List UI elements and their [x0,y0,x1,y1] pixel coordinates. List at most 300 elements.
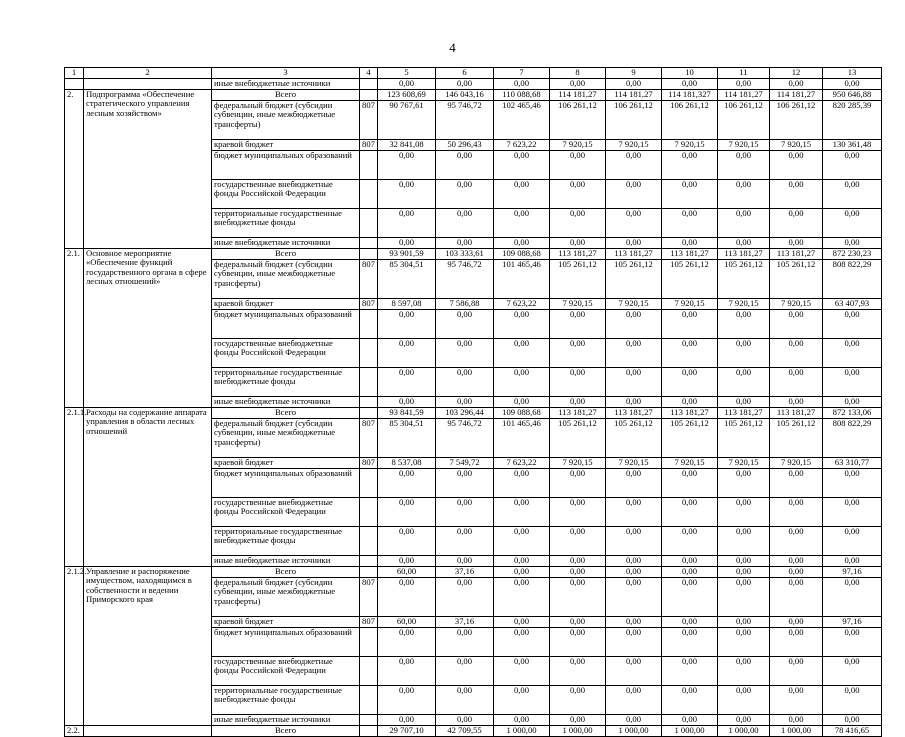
amount-cell: 7 623,22 [494,299,550,310]
amount-cell: 0,00 [770,657,823,686]
amount-cell: 0,00 [436,180,494,209]
amount-cell: 0,00 [494,368,550,397]
funding-source: Всего [212,90,360,101]
amount-cell: 0,00 [718,397,770,408]
funding-source: Всего [212,726,360,737]
amount-cell: 0,00 [494,715,550,726]
column-header: 4 [360,68,378,79]
amount-cell: 0,00 [436,715,494,726]
budget-code [360,339,378,368]
budget-code [360,151,378,180]
amount-cell: 0,00 [494,556,550,567]
budget-code [360,180,378,209]
amount-cell: 0,00 [378,397,436,408]
amount-cell: 0,00 [550,339,606,368]
amount-cell: 0,00 [770,238,823,249]
amount-cell: 0,00 [606,238,662,249]
amount-cell: 0,00 [662,578,718,617]
column-header: 10 [662,68,718,79]
amount-cell: 85 304,51 [378,260,436,299]
amount-cell: 37,16 [436,567,494,578]
funding-source: краевой бюджет [212,458,360,469]
amount-cell: 7 920,15 [662,140,718,151]
amount-cell: 0,00 [436,657,494,686]
table-row [65,79,882,90]
amount-cell: 97,16 [823,617,882,628]
amount-cell: 114 181,327 [662,90,718,101]
amount-cell: 0,00 [494,657,550,686]
funding-source: иные внебюджетные источники [212,79,360,90]
amount-cell: 0,00 [550,397,606,408]
funding-source: Всего [212,567,360,578]
amount-cell: 7 920,15 [550,140,606,151]
funding-source: иные внебюджетные источники [212,556,360,567]
amount-cell: 0,00 [550,617,606,628]
budget-code [360,469,378,498]
budget-code: 807 [360,419,378,458]
amount-cell: 7 549,72 [436,458,494,469]
table-row [65,90,882,101]
amount-cell: 106 261,12 [718,101,770,140]
amount-cell: 0,00 [550,657,606,686]
amount-cell: 0,00 [436,209,494,238]
amount-cell: 0,00 [718,657,770,686]
amount-cell: 97,16 [823,567,882,578]
amount-cell: 113 181,27 [550,249,606,260]
amount-cell: 0,00 [662,469,718,498]
amount-cell: 32 841,08 [378,140,436,151]
column-header: 11 [718,68,770,79]
amount-cell: 0,00 [718,79,770,90]
amount-cell: 0,00 [662,617,718,628]
amount-cell: 7 920,15 [606,140,662,151]
amount-cell: 1 000,00 [662,726,718,737]
amount-cell: 0,00 [662,368,718,397]
amount-cell: 0,00 [606,209,662,238]
column-header: 7 [494,68,550,79]
amount-cell: 0,00 [718,628,770,657]
amount-cell: 114 181,27 [550,90,606,101]
funding-source: иные внебюджетные источники [212,397,360,408]
amount-cell: 113 181,27 [662,249,718,260]
amount-cell: 0,00 [606,339,662,368]
amount-cell: 808 822,29 [823,419,882,458]
amount-cell: 0,00 [550,469,606,498]
amount-cell: 146 043,16 [436,90,494,101]
amount-cell: 0,00 [718,339,770,368]
amount-cell: 105 261,12 [770,419,823,458]
amount-cell: 0,00 [823,79,882,90]
amount-cell: 0,00 [662,339,718,368]
amount-cell: 0,00 [606,368,662,397]
amount-cell: 106 261,12 [550,101,606,140]
column-header: 9 [606,68,662,79]
amount-cell: 0,00 [550,238,606,249]
amount-cell: 0,00 [662,628,718,657]
amount-cell: 0,00 [494,238,550,249]
amount-cell: 63 310,77 [823,458,882,469]
amount-cell: 0,00 [550,151,606,180]
budget-code: 807 [360,260,378,299]
amount-cell: 0,00 [436,686,494,715]
amount-cell: 0,00 [770,310,823,339]
budget-code [360,79,378,90]
amount-cell: 1 000,00 [606,726,662,737]
amount-cell: 0,00 [378,79,436,90]
funding-source: краевой бюджет [212,617,360,628]
budget-code [360,657,378,686]
amount-cell: 0,00 [770,498,823,527]
amount-cell: 0,00 [494,180,550,209]
funding-source: бюджет муниципальных образований [212,628,360,657]
amount-cell: 0,00 [606,527,662,556]
amount-cell: 0,00 [436,238,494,249]
amount-cell: 110 088,68 [494,90,550,101]
budget-code [360,397,378,408]
column-header: 5 [378,68,436,79]
amount-cell: 0,00 [606,556,662,567]
amount-cell: 0,00 [378,151,436,180]
amount-cell: 0,00 [494,628,550,657]
amount-cell: 0,00 [606,79,662,90]
amount-cell: 0,00 [436,578,494,617]
table-row [65,249,882,260]
amount-cell: 42 709,55 [436,726,494,737]
amount-cell: 0,00 [823,628,882,657]
amount-cell: 90 767,61 [378,101,436,140]
amount-cell: 0,00 [770,617,823,628]
amount-cell: 0,00 [378,339,436,368]
amount-cell: 78 416,65 [823,726,882,737]
amount-cell: 872 230,23 [823,249,882,260]
amount-cell: 93 901,59 [378,249,436,260]
amount-cell: 105 261,12 [550,419,606,458]
amount-cell: 113 181,27 [606,408,662,419]
amount-cell: 0,00 [823,469,882,498]
amount-cell: 7 623,22 [494,140,550,151]
amount-cell: 106 261,12 [606,101,662,140]
amount-cell: 123 608,69 [378,90,436,101]
budget-code: 807 [360,299,378,310]
amount-cell: 93 841,59 [378,408,436,419]
amount-cell: 101 465,46 [494,260,550,299]
funding-source: территориальные государственные внебюджетные фонды [212,209,360,238]
budget-code [360,628,378,657]
amount-cell: 0,00 [494,310,550,339]
budget-table [64,67,882,737]
table-row [65,567,882,578]
amount-cell: 105 261,12 [550,260,606,299]
amount-cell: 7 920,15 [606,458,662,469]
funding-source: иные внебюджетные источники [212,715,360,726]
amount-cell: 7 920,15 [718,458,770,469]
amount-cell: 0,00 [770,686,823,715]
amount-cell: 0,00 [494,578,550,617]
funding-source: краевой бюджет [212,140,360,151]
amount-cell: 0,00 [718,368,770,397]
amount-cell: 7 920,15 [550,299,606,310]
amount-cell: 0,00 [718,578,770,617]
amount-cell: 0,00 [718,238,770,249]
budget-code [360,567,378,578]
amount-cell: 103 296,44 [436,408,494,419]
amount-cell: 0,00 [770,79,823,90]
amount-cell: 0,00 [494,469,550,498]
amount-cell: 0,00 [823,151,882,180]
amount-cell: 0,00 [823,180,882,209]
budget-code [360,90,378,101]
amount-cell: 0,00 [770,527,823,556]
amount-cell: 0,00 [662,79,718,90]
amount-cell: 0,00 [494,567,550,578]
amount-cell: 105 261,12 [662,419,718,458]
amount-cell: 0,00 [770,397,823,408]
item-number: 2.1.2. [65,567,84,726]
amount-cell: 0,00 [494,498,550,527]
item-number: 2.1.1. [65,408,84,567]
amount-cell: 0,00 [550,628,606,657]
budget-code [360,527,378,556]
amount-cell: 113 181,27 [770,249,823,260]
amount-cell: 0,00 [823,657,882,686]
amount-cell: 7 920,15 [770,140,823,151]
amount-cell: 0,00 [378,498,436,527]
amount-cell: 0,00 [770,715,823,726]
amount-cell: 0,00 [718,567,770,578]
amount-cell: 106 261,12 [662,101,718,140]
column-header: 2 [84,68,212,79]
amount-cell: 0,00 [823,368,882,397]
amount-cell: 0,00 [823,238,882,249]
item-name: Подпрограмма «Обеспечение стратегического управления лесным хозяйством» [84,90,212,249]
amount-cell: 0,00 [718,151,770,180]
column-header: 6 [436,68,494,79]
amount-cell: 0,00 [378,556,436,567]
amount-cell: 114 181,27 [770,90,823,101]
amount-cell: 0,00 [550,556,606,567]
amount-cell: 0,00 [606,715,662,726]
amount-cell: 8 537,08 [378,458,436,469]
amount-cell: 0,00 [823,310,882,339]
amount-cell: 0,00 [494,79,550,90]
amount-cell: 0,00 [606,578,662,617]
amount-cell: 0,00 [378,527,436,556]
amount-cell: 0,00 [494,339,550,368]
item-name: Основное мероприятие «Обеспечение функций государственного органа в сфере лесных отношений» [84,249,212,408]
amount-cell: 0,00 [770,628,823,657]
amount-cell: 0,00 [550,578,606,617]
amount-cell: 114 181,27 [606,90,662,101]
amount-cell: 1 000,00 [550,726,606,737]
amount-cell: 37,16 [436,617,494,628]
amount-cell: 0,00 [770,209,823,238]
amount-cell: 0,00 [662,397,718,408]
amount-cell: 0,00 [550,715,606,726]
amount-cell: 7 920,15 [718,299,770,310]
funding-source: территориальные государственные внебюджетные фонды [212,686,360,715]
amount-cell: 0,00 [823,556,882,567]
column-header: 13 [823,68,882,79]
amount-cell: 1 000,00 [718,726,770,737]
column-header: 3 [212,68,360,79]
budget-code: 807 [360,578,378,617]
amount-cell: 820 285,39 [823,101,882,140]
table-row [65,726,882,737]
amount-cell: 1 000,00 [494,726,550,737]
funding-source: Всего [212,408,360,419]
amount-cell: 0,00 [823,715,882,726]
amount-cell: 0,00 [718,527,770,556]
amount-cell: 0,00 [436,527,494,556]
amount-cell: 0,00 [494,527,550,556]
item-number: 2.1. [65,249,84,408]
amount-cell: 105 261,12 [606,260,662,299]
amount-cell: 0,00 [718,469,770,498]
column-header: 1 [65,68,84,79]
amount-cell: 113 181,27 [718,249,770,260]
amount-cell: 0,00 [550,498,606,527]
amount-cell: 0,00 [606,469,662,498]
amount-cell: 0,00 [823,686,882,715]
table-row [65,408,882,419]
amount-cell: 60,00 [378,567,436,578]
amount-cell: 0,00 [770,567,823,578]
budget-code [360,556,378,567]
funding-source: федеральный бюджет (субсидии субвенции, иные межбюджетные трансферты) [212,101,360,140]
funding-source: бюджет муниципальных образований [212,469,360,498]
amount-cell: 0,00 [378,238,436,249]
amount-cell: 0,00 [550,368,606,397]
amount-cell: 0,00 [436,339,494,368]
amount-cell: 0,00 [770,151,823,180]
header-row [65,68,882,79]
item-name [84,726,212,737]
amount-cell: 0,00 [494,209,550,238]
item-name: Расходы на содержание аппарата управления в области лесных отношений [84,408,212,567]
amount-cell: 101 465,46 [494,419,550,458]
amount-cell: 0,00 [378,310,436,339]
amount-cell: 0,00 [378,628,436,657]
amount-cell: 0,00 [436,397,494,408]
amount-cell: 105 261,12 [606,419,662,458]
funding-source: государственные внебюджетные фонды Российской Федерации [212,180,360,209]
amount-cell: 0,00 [550,527,606,556]
amount-cell: 95 746,72 [436,419,494,458]
amount-cell: 0,00 [662,498,718,527]
amount-cell: 0,00 [662,180,718,209]
amount-cell: 7 920,15 [718,140,770,151]
amount-cell: 0,00 [378,715,436,726]
amount-cell: 109 088,68 [494,408,550,419]
amount-cell: 7 920,15 [770,299,823,310]
amount-cell: 0,00 [494,686,550,715]
amount-cell: 0,00 [436,310,494,339]
amount-cell: 0,00 [606,310,662,339]
amount-cell: 85 304,51 [378,419,436,458]
amount-cell: 7 920,15 [662,299,718,310]
amount-cell: 0,00 [718,715,770,726]
amount-cell: 95 746,72 [436,101,494,140]
amount-cell: 0,00 [436,469,494,498]
amount-cell: 8 597,08 [378,299,436,310]
amount-cell: 0,00 [718,180,770,209]
amount-cell: 60,00 [378,617,436,628]
amount-cell: 0,00 [378,469,436,498]
budget-code [360,310,378,339]
amount-cell: 63 407,93 [823,299,882,310]
amount-cell: 0,00 [662,151,718,180]
amount-cell: 7 920,15 [662,458,718,469]
amount-cell: 105 261,12 [718,419,770,458]
amount-cell: 0,00 [436,151,494,180]
amount-cell: 105 261,12 [662,260,718,299]
amount-cell: 0,00 [494,151,550,180]
amount-cell: 0,00 [436,556,494,567]
amount-cell: 113 181,27 [718,408,770,419]
item-name: Управление и распоряжение имуществом, находящимся в собственности и ведении Приморского края [84,567,212,726]
column-header: 12 [770,68,823,79]
amount-cell: 0,00 [662,556,718,567]
column-header: 8 [550,68,606,79]
amount-cell: 0,00 [550,79,606,90]
funding-source: территориальные государственные внебюджетные фонды [212,368,360,397]
amount-cell: 0,00 [662,567,718,578]
amount-cell: 7 920,15 [770,458,823,469]
amount-cell: 29 707,10 [378,726,436,737]
amount-cell: 114 181,27 [718,90,770,101]
page-number: 4 [449,40,456,55]
amount-cell: 0,00 [494,617,550,628]
amount-cell: 0,00 [823,209,882,238]
amount-cell: 0,00 [770,469,823,498]
amount-cell: 0,00 [494,397,550,408]
funding-source: Всего [212,249,360,260]
amount-cell: 0,00 [662,686,718,715]
item-name [84,79,212,90]
amount-cell: 113 181,27 [770,408,823,419]
amount-cell: 0,00 [662,527,718,556]
item-number [65,79,84,90]
amount-cell: 0,00 [606,498,662,527]
amount-cell: 0,00 [378,657,436,686]
funding-source: бюджет муниципальных образований [212,151,360,180]
amount-cell: 950 646,88 [823,90,882,101]
amount-cell: 0,00 [662,209,718,238]
amount-cell: 113 181,27 [550,408,606,419]
amount-cell: 0,00 [718,617,770,628]
amount-cell: 0,00 [378,180,436,209]
budget-code [360,408,378,419]
amount-cell: 7 920,15 [606,299,662,310]
amount-cell: 105 261,12 [718,260,770,299]
budget-code [360,715,378,726]
funding-source: федеральный бюджет (субсидии субвенции, иные межбюджетные трансферты) [212,260,360,299]
amount-cell: 7 623,22 [494,458,550,469]
amount-cell: 0,00 [823,339,882,368]
funding-source: иные внебюджетные источники [212,238,360,249]
budget-code: 807 [360,458,378,469]
amount-cell: 7 586,88 [436,299,494,310]
amount-cell: 102 465,46 [494,101,550,140]
amount-cell: 872 133,06 [823,408,882,419]
amount-cell: 0,00 [378,368,436,397]
budget-code: 807 [360,101,378,140]
amount-cell: 0,00 [606,151,662,180]
amount-cell: 0,00 [436,628,494,657]
amount-cell: 0,00 [823,397,882,408]
amount-cell: 0,00 [823,527,882,556]
amount-cell: 0,00 [662,715,718,726]
